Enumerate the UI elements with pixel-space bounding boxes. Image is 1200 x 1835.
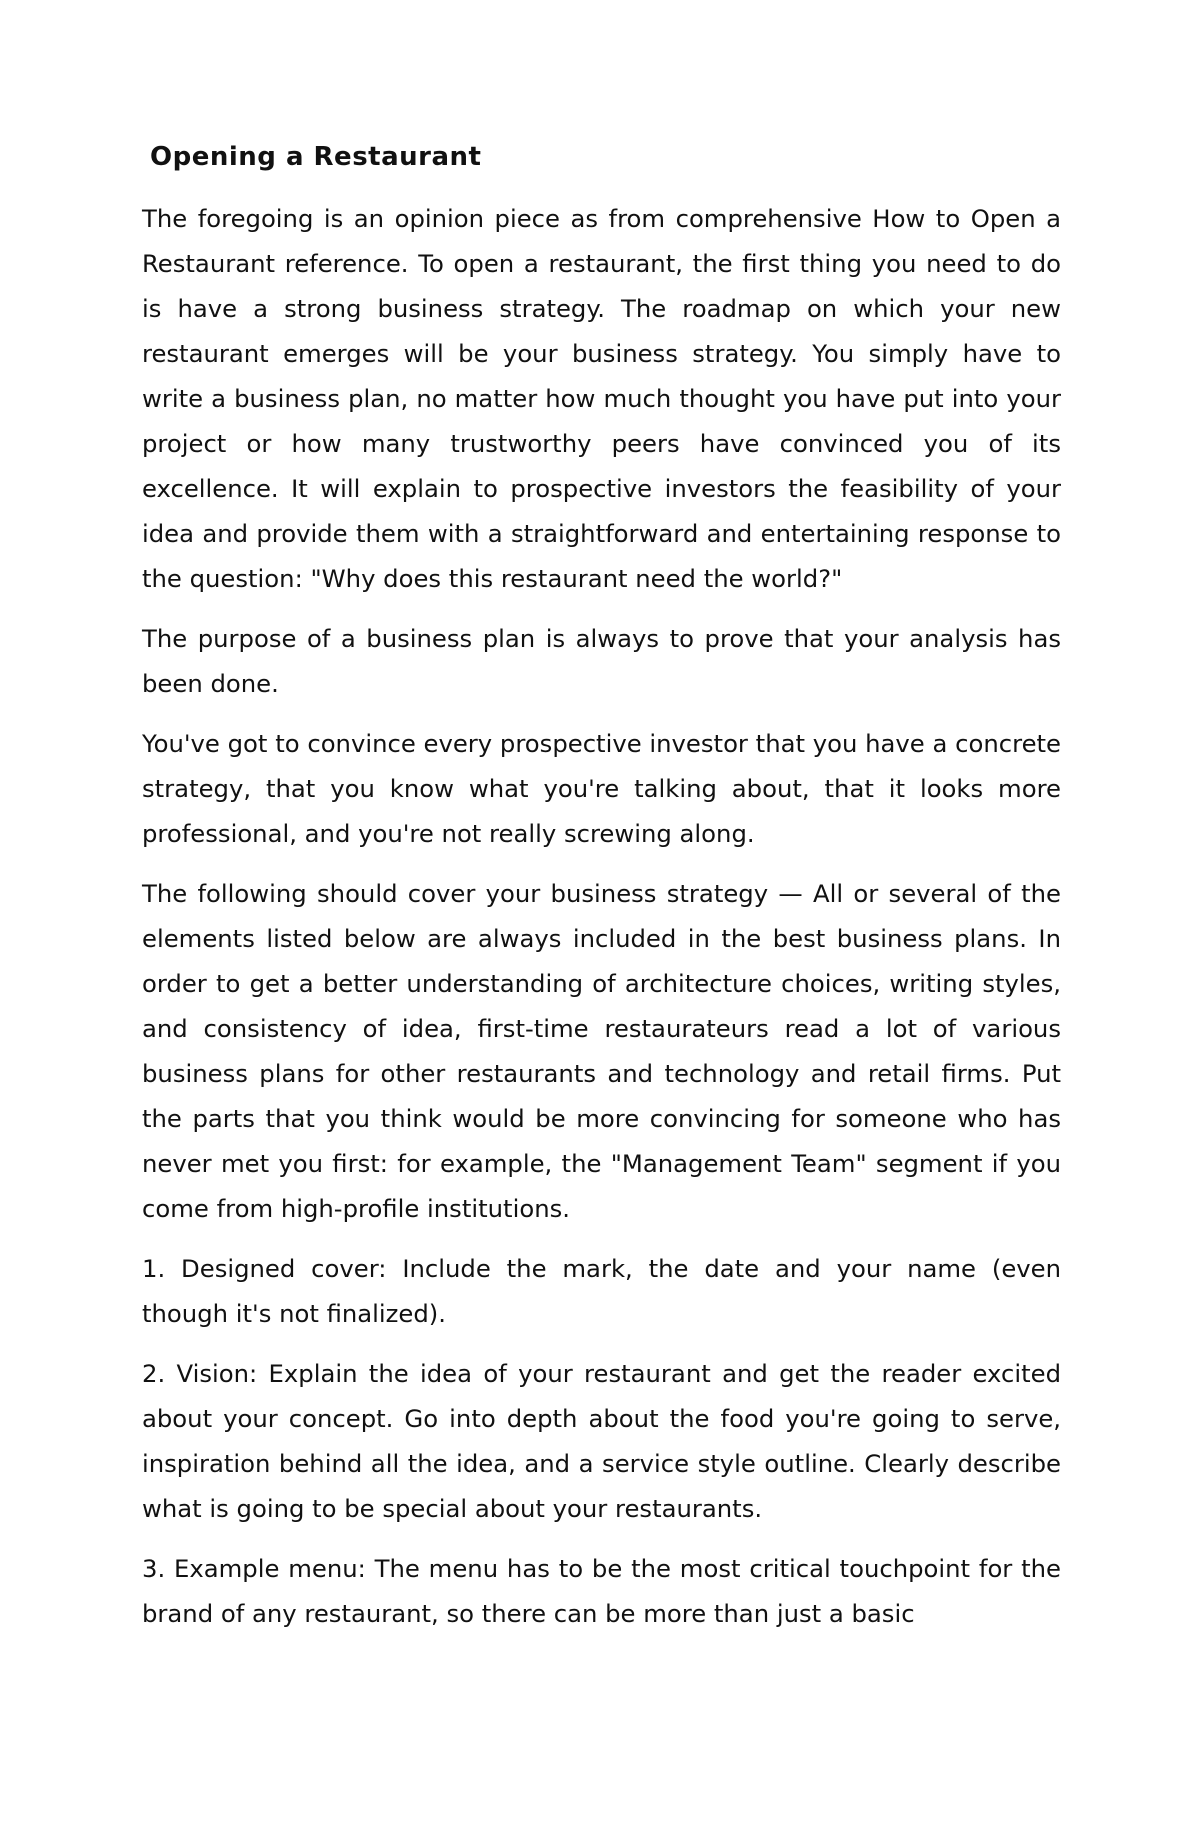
paragraph-intro: The foregoing is an opinion piece as from comprehensive How to Open a Restaurant reference. To open a restaurant, the first thing you need to do is have a strong business strategy. The roadmap on which your new restaurant emerges will be your business strategy. You simply have to write a business plan, no matter how much thought you have put into your project or how many trustworthy peers have convinced you of its excellence. It will explain to prospective investors the feasibility of your idea and provide them with a straightforward and entertaining response to the question: "Why does this restaurant need the world?" — [142, 204, 1061, 593]
paragraph-purpose: The purpose of a business plan is always to prove that your analysis has been done. — [142, 624, 1061, 698]
document-body — [142, 140, 1061, 1651]
list-item-vision: 2. Vision: Explain the idea of your restaurant and get the reader excited about your concept. Go into depth about the food you're going to serve, inspiration behind all the idea, and a service style outline. Clearly describe what is going to be special about your restaurants. — [142, 1359, 1061, 1523]
document-title: Opening a Restaurant — [150, 142, 482, 172]
list-item-designed-cover: 1. Designed cover: Include the mark, the date and your name (even though it's not finalized). — [142, 1254, 1061, 1328]
paragraph-elements: The following should cover your business strategy — All or several of the elements listed below are always included in the best business plans. In order to get a better understanding of architecture choices, writing styles, and consistency of idea, first-time restaurateurs read a lot of various business plans for other restaurants and technology and retail firms. Put the parts that you think would be more convincing for someone who has never met you first: for example, the "Management Team" segment if you come from high-profile institutions. — [142, 879, 1061, 1223]
paragraph-convince: You've got to convince every prospective investor that you have a concrete strategy, that you know what you're talking about, that it looks more professional, and you're not really screwing along. — [142, 729, 1061, 848]
list-item-example-menu: 3. Example menu: The menu has to be the most critical touchpoint for the brand of any restaurant, so there can be more than just a basic — [142, 1554, 1061, 1628]
